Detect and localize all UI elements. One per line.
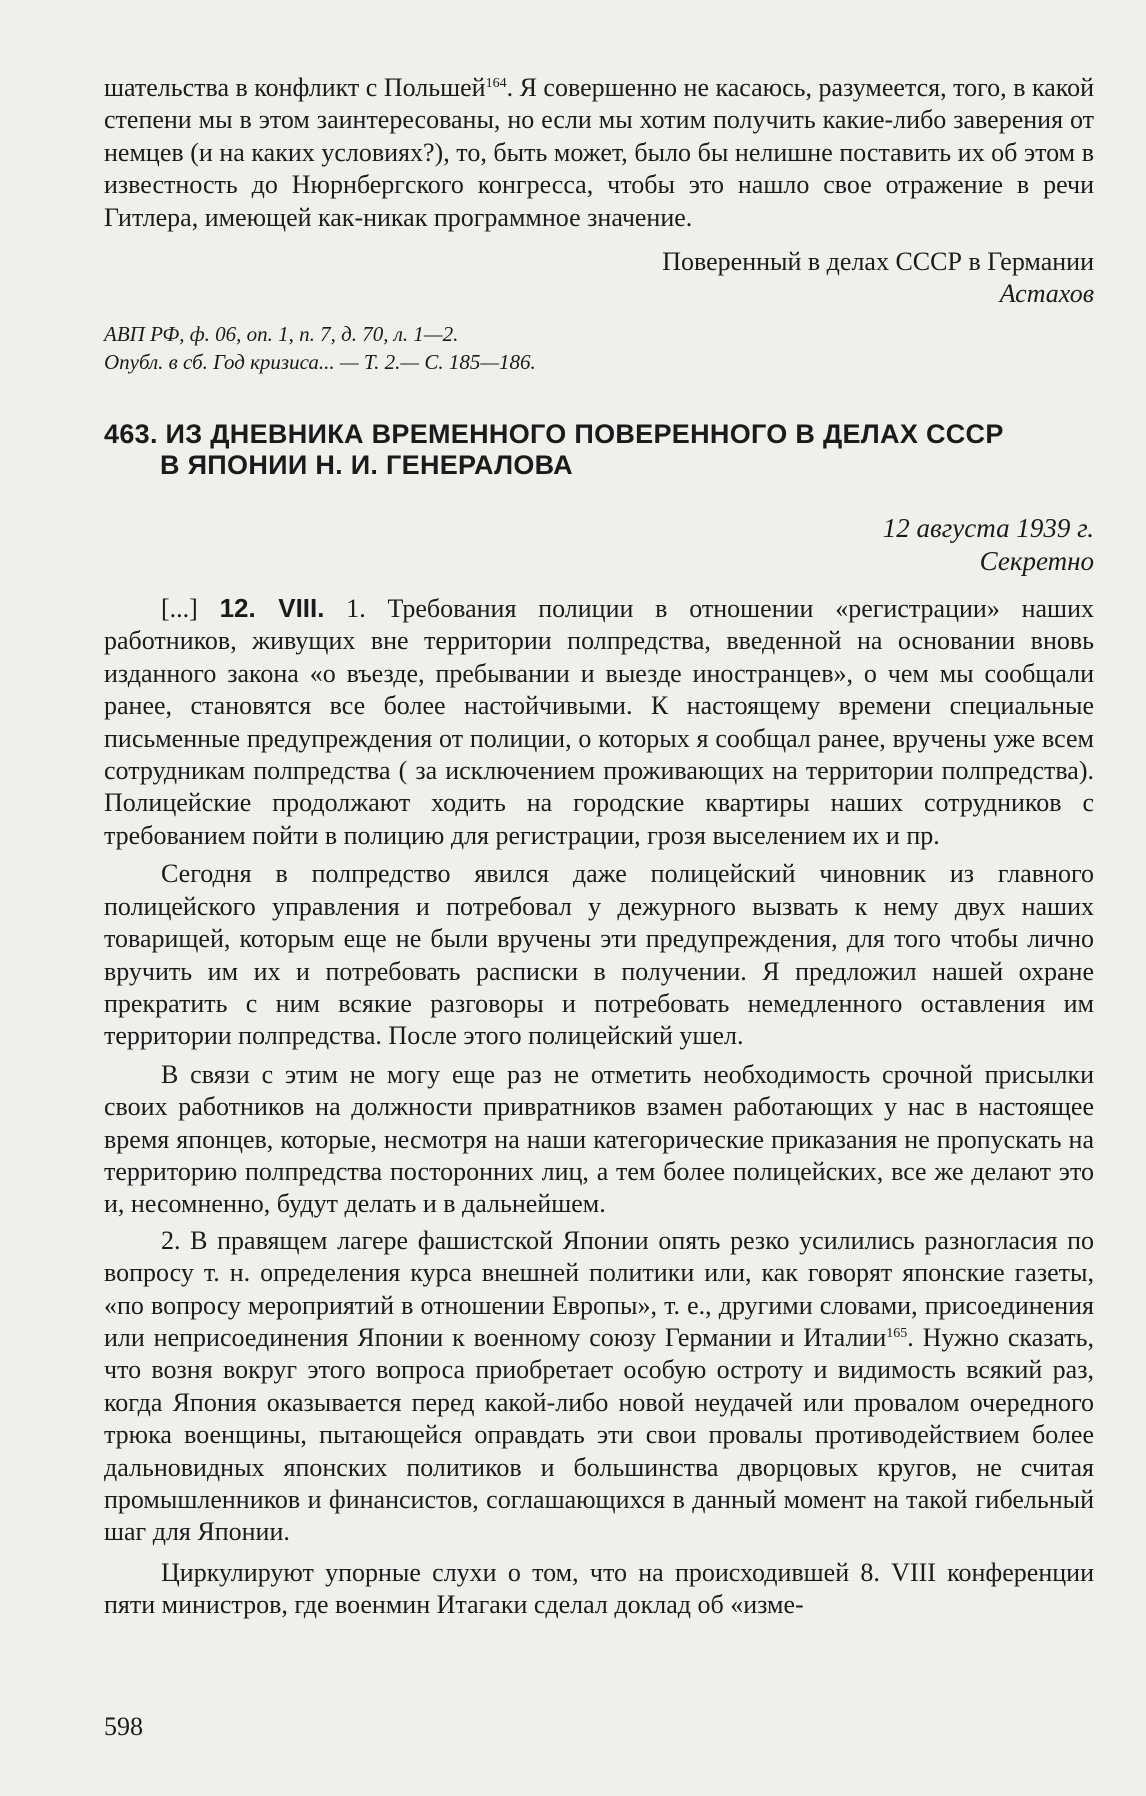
paragraph-3: В связи с этим не могу еще раз не отметить необходимость срочной присылки своих работников на должности привратников взамен работающих у нас в настоящее время японцев, которые, несмотря на наши категорические приказания не пропускать на территорию полпредства посторонних лиц, а тем более полицейских, все же делают это и, несомненно, будут делать и в дальнейшем. — [104, 1059, 1094, 1219]
footnote-ref-165[interactable]: 165 — [886, 1325, 908, 1341]
footnote-ref-164[interactable]: 164 — [485, 76, 507, 91]
paragraph-1: [...] 12. VIII. 1. Требования полиции в отношении «регистрации» наших работников, живущих вне территории полпредства, введенной на основании вновь изданного закона «о въезде, пребывании и выезде иностранцев», о чем мы сообщали ранее, становятся все более настойчивыми. К настоящему времени специальные письменные предупреждения от полиции, о которых я сообщал ранее, вручены уже всем сотрудникам полпредства ( за исключением проживающих на территории полпредства). Полицейские продолжают ходить на городские квартиры наших сотрудников с требованием пойти в полицию для регистрации, грозя выселением их и пр. — [104, 593, 1094, 850]
signature-name: Астахов — [999, 279, 1094, 309]
page-number: 598 — [104, 1712, 143, 1741]
document-date-block — [104, 512, 1094, 578]
document-title-line-1: 463. ИЗ ДНЕВНИКА ВРЕМЕННОГО ПОВЕРЕННОГО В ДЕЛАХ СССР — [104, 419, 1004, 450]
document-title-line-2: В ЯПОНИИ Н. И. ГЕНЕРАЛОВА — [160, 450, 573, 481]
archive-line-2: Опубл. в сб. Год кризиса... — Т. 2.— С. 185—186. — [104, 350, 536, 375]
opening-paragraph: шательства в конфликт с Польшей$^{164}$. Я совершенно не касаюсь, разумеется, того, в какой степени мы в этом заинтересованы, но если мы хотим получить какие-либо заверения от немцев (и на каких условиях?), то, быть может, было бы нелишне поставить их об этом в известность до Нюрнбергского конгресса, чтобы это нашло свое отражение в речи Гитлера, имеющей как-никак программное значение. — [104, 73, 1094, 232]
paragraph-2: Сегодня в полпредство явился даже полицейский чиновник из главного полицейского управления и потребовал у дежурного вызвать к нему двух наших товарищей, которым еще не были вручены эти предупреждения, для того чтобы лично вручить им их и потребовать расписки в получении. Я предложил нашей охране прекратить с ним всякие разговоры и потребовать немедленного оставления им территории полпредства. После этого полицейский ушел. — [104, 859, 1094, 1051]
paragraph-5: Циркулируют упорные слухи о том, что на происходившей 8. VIII конференции пяти министров, где военмин Итагаки сделал доклад об «изме- — [104, 1557, 1094, 1620]
document-date: 12 августа 1939 г. — [882, 513, 1094, 544]
signature-block — [104, 246, 1094, 310]
document-title — [104, 419, 1094, 481]
archive-line-1: АВП РФ, ф. 06, оп. 1, п. 7, д. 70, л. 1—2. — [104, 322, 459, 347]
document-classification: Секретно — [979, 546, 1094, 577]
paragraph-4: 2. В правящем лагере фашистской Японии опять резко усилились разногласия по вопросу т. н. определения курса внешней политики или, как говорят японские газеты, «по вопросу мероприятий в отношении Европы», т. е., другими словами, присоединения или неприсоединения Японии к военному союзу Германии и Италии$^{165}$. Нужно сказать, что возня вокруг этого вопроса приобретает особую остроту и видимость всякий раз, когда Япония оказывается перед какой-либо новой неудачей или провалом очередного трюка военщины, пытающейся оправдать эти свои провалы противодействием более дальновидных японских политиков и большинства дворцовых кругов, не считая промышленников и финансистов, соглашающихся в данный момент на такой гибельный шаг для Японии. — [104, 1225, 1094, 1547]
archive-reference — [104, 320, 1094, 376]
document-page — [104, 72, 1094, 1622]
entry-date: 12. VIII. — [219, 593, 325, 624]
signature-position: Поверенный в делах СССР в Германии — [662, 247, 1094, 277]
